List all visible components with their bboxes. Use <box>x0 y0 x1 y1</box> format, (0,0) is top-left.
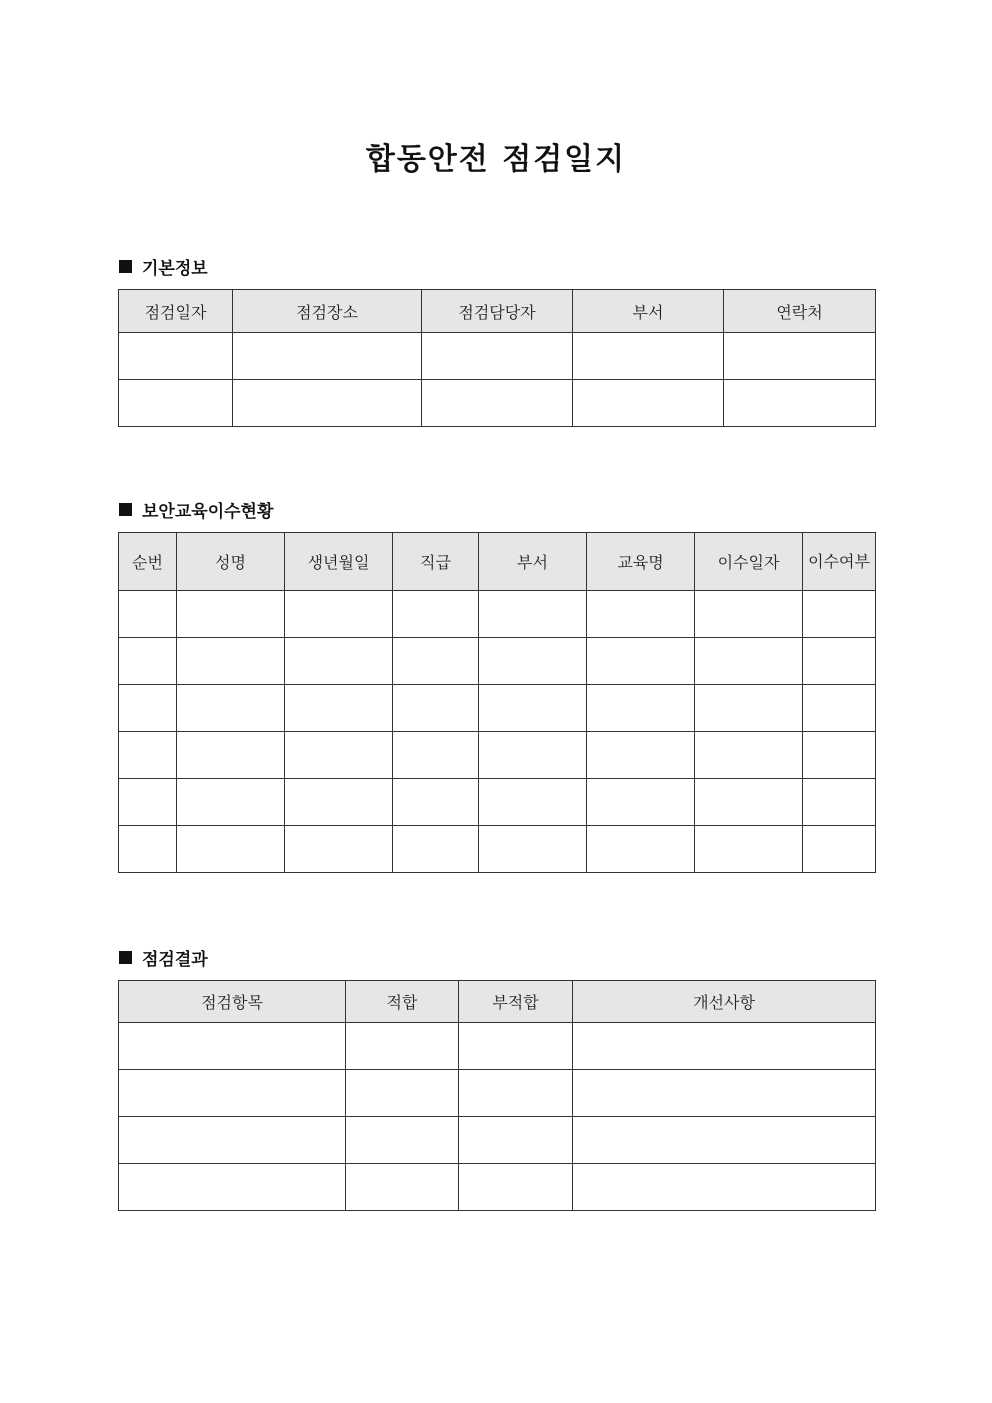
input-cell[interactable] <box>695 826 803 873</box>
input-cell[interactable] <box>479 685 587 732</box>
column-header: 적합 <box>346 981 459 1023</box>
column-header: 교육명 <box>587 533 695 591</box>
input-cell[interactable] <box>573 1070 876 1117</box>
input-cell[interactable] <box>346 1070 459 1117</box>
input-cell[interactable] <box>422 333 573 380</box>
basic-info-table <box>118 289 876 427</box>
column-header: 직급 <box>393 533 479 591</box>
input-cell[interactable] <box>119 638 177 685</box>
table-row <box>119 1023 876 1070</box>
table-header-row <box>119 533 876 591</box>
input-cell[interactable] <box>393 826 479 873</box>
input-cell[interactable] <box>285 591 393 638</box>
input-cell[interactable] <box>695 779 803 826</box>
column-header: 점검일자 <box>119 290 233 333</box>
table-row <box>119 685 876 732</box>
input-cell[interactable] <box>587 826 695 873</box>
input-cell[interactable] <box>695 732 803 779</box>
input-cell[interactable] <box>459 1117 573 1164</box>
square-bullet-icon <box>119 260 132 273</box>
table-row <box>119 591 876 638</box>
input-cell[interactable] <box>573 1164 876 1211</box>
input-cell[interactable] <box>803 732 876 779</box>
input-cell[interactable] <box>573 380 724 427</box>
input-cell[interactable] <box>346 1164 459 1211</box>
table-row <box>119 380 876 427</box>
input-cell[interactable] <box>587 591 695 638</box>
column-header: 부서 <box>479 533 587 591</box>
input-cell[interactable] <box>346 1117 459 1164</box>
document-title: 합동안전 점검일지 <box>365 142 627 177</box>
input-cell[interactable] <box>393 638 479 685</box>
section-heading-result <box>119 945 208 970</box>
input-cell[interactable] <box>573 333 724 380</box>
input-cell[interactable] <box>422 380 573 427</box>
square-bullet-icon <box>119 951 132 964</box>
input-cell[interactable] <box>119 779 177 826</box>
input-cell[interactable] <box>479 826 587 873</box>
input-cell[interactable] <box>233 380 422 427</box>
input-cell[interactable] <box>285 779 393 826</box>
column-header: 이수여부 <box>803 533 876 591</box>
input-cell[interactable] <box>346 1023 459 1070</box>
table-row <box>119 732 876 779</box>
column-header: 성명 <box>177 533 285 591</box>
input-cell[interactable] <box>724 380 876 427</box>
column-header: 이수일자 <box>695 533 803 591</box>
input-cell[interactable] <box>587 779 695 826</box>
input-cell[interactable] <box>119 1023 346 1070</box>
table-row <box>119 638 876 685</box>
input-cell[interactable] <box>573 1117 876 1164</box>
table-row <box>119 779 876 826</box>
input-cell[interactable] <box>587 638 695 685</box>
input-cell[interactable] <box>695 685 803 732</box>
section-heading-basic-label: 기본정보 <box>142 259 208 279</box>
section-heading-result-label: 점검결과 <box>142 950 208 970</box>
column-header: 연락처 <box>724 290 876 333</box>
input-cell[interactable] <box>119 685 177 732</box>
input-cell[interactable] <box>119 1164 346 1211</box>
input-cell[interactable] <box>393 779 479 826</box>
input-cell[interactable] <box>285 826 393 873</box>
table-row <box>119 1070 876 1117</box>
section-heading-education-label: 보안교육이수현황 <box>142 502 274 522</box>
input-cell[interactable] <box>479 732 587 779</box>
table-row <box>119 1117 876 1164</box>
input-cell[interactable] <box>119 732 177 779</box>
input-cell[interactable] <box>803 826 876 873</box>
input-cell[interactable] <box>119 826 177 873</box>
input-cell[interactable] <box>393 591 479 638</box>
input-cell[interactable] <box>285 638 393 685</box>
table-header-row <box>119 981 876 1023</box>
table-row <box>119 1164 876 1211</box>
input-cell[interactable] <box>803 591 876 638</box>
education-table <box>118 532 876 873</box>
table-header-row <box>119 290 876 333</box>
table-row <box>119 826 876 873</box>
input-cell[interactable] <box>803 638 876 685</box>
input-cell[interactable] <box>177 732 285 779</box>
input-cell[interactable] <box>177 591 285 638</box>
input-cell[interactable] <box>695 591 803 638</box>
column-header: 점검담당자 <box>422 290 573 333</box>
input-cell[interactable] <box>393 732 479 779</box>
input-cell[interactable] <box>177 638 285 685</box>
input-cell[interactable] <box>459 1023 573 1070</box>
column-header: 점검항목 <box>119 981 346 1023</box>
input-cell[interactable] <box>803 779 876 826</box>
table-row <box>119 333 876 380</box>
input-cell[interactable] <box>695 638 803 685</box>
section-heading-education <box>119 497 273 522</box>
input-cell[interactable] <box>724 333 876 380</box>
inspection-result-table <box>118 980 876 1211</box>
input-cell[interactable] <box>119 380 233 427</box>
column-header: 부적합 <box>459 981 573 1023</box>
input-cell[interactable] <box>119 1117 346 1164</box>
column-header: 개선사항 <box>573 981 876 1023</box>
section-heading-basic <box>119 254 208 279</box>
input-cell[interactable] <box>479 638 587 685</box>
input-cell[interactable] <box>459 1164 573 1211</box>
square-bullet-icon <box>119 503 132 516</box>
input-cell[interactable] <box>177 826 285 873</box>
column-header: 부서 <box>573 290 724 333</box>
input-cell[interactable] <box>479 779 587 826</box>
column-header: 생년월일 <box>285 533 393 591</box>
input-cell[interactable] <box>285 732 393 779</box>
input-cell[interactable] <box>233 333 422 380</box>
input-cell[interactable] <box>177 685 285 732</box>
input-cell[interactable] <box>803 685 876 732</box>
input-cell[interactable] <box>177 779 285 826</box>
column-header: 점검장소 <box>233 290 422 333</box>
input-cell[interactable] <box>393 685 479 732</box>
input-cell[interactable] <box>119 1070 346 1117</box>
column-header: 순번 <box>119 533 177 591</box>
input-cell[interactable] <box>573 1023 876 1070</box>
input-cell[interactable] <box>479 591 587 638</box>
input-cell[interactable] <box>459 1070 573 1117</box>
input-cell[interactable] <box>119 591 177 638</box>
input-cell[interactable] <box>587 685 695 732</box>
input-cell[interactable] <box>119 333 233 380</box>
input-cell[interactable] <box>285 685 393 732</box>
input-cell[interactable] <box>587 732 695 779</box>
